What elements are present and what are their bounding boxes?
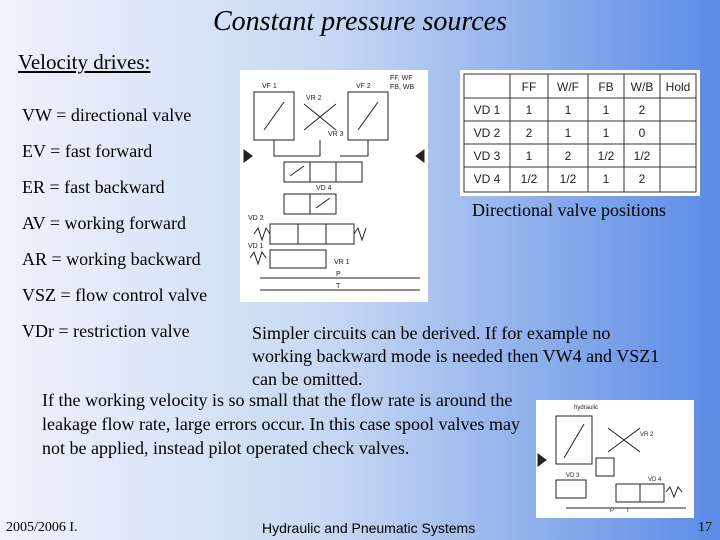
simpler-circuits-paragraph: Simpler circuits can be derived. If for example no working backward mode is needed then VW4 and VSZ1 can be omitted. xyxy=(252,323,660,389)
small-circuit-label-hydraulic: hydraulic xyxy=(574,405,599,411)
leakage-paragraph: If the working velocity is so small that the flow rate is around the leakage flow rate, large errors occur. In this case spool valves may not be applied, instead pilot operated check valves. xyxy=(42,390,520,458)
pilot-check-valve-diagram xyxy=(536,400,694,518)
definition-vw: VW = directional valve xyxy=(22,105,192,125)
definition-vdr: VDr = restriction valve xyxy=(22,321,190,341)
table-cell: 2 xyxy=(638,103,646,117)
table-header-cell: W/B xyxy=(630,80,654,94)
table-cell: 2 xyxy=(564,149,572,163)
table-cell: 1/2 xyxy=(520,172,538,186)
circuit-legend-1: FF, WF xyxy=(390,75,413,82)
circuit-label-p: P xyxy=(336,271,341,278)
table-row-label: VD 4 xyxy=(473,172,501,186)
circuit-legend-2: FB, WB xyxy=(390,84,415,91)
footer-page-number: 17 xyxy=(698,520,712,535)
circuit-label-vd2: VD 2 xyxy=(248,215,264,222)
table-cell: 2 xyxy=(525,126,533,140)
slide-subtitle: Velocity drives: xyxy=(18,50,151,74)
table-row-label: VD 3 xyxy=(473,149,501,163)
circuit-label-vd1: VD 1 xyxy=(248,243,264,250)
slide-title: Constant pressure sources xyxy=(213,6,507,37)
table-cell: 1 xyxy=(602,126,610,140)
circuit-label-vr2: VR 2 xyxy=(306,95,322,102)
circuit-label-vf1: VF 1 xyxy=(262,83,277,90)
definition-av: AV = working forward xyxy=(22,213,186,233)
valve-positions-table xyxy=(460,70,700,196)
table-header-cell: Hold xyxy=(665,80,691,94)
table-cell: 1 xyxy=(564,126,572,140)
table-cell: 1 xyxy=(525,103,533,117)
table-header-cell: FF xyxy=(521,80,537,94)
circuit-label-vf2: VF 2 xyxy=(356,83,371,90)
hydraulic-circuit-diagram xyxy=(240,70,428,302)
small-circuit-label-p: P xyxy=(610,508,615,514)
small-circuit-label-vd4: VD 4 xyxy=(648,477,662,483)
table-caption: Directional valve positions xyxy=(472,200,666,220)
definition-ev: EV = fast forward xyxy=(22,141,153,161)
table-cell: 1/2 xyxy=(597,149,615,163)
footer-course: Hydraulic and Pneumatic Systems xyxy=(262,520,476,536)
table-cell: 1 xyxy=(564,103,572,117)
definition-ar: AR = working backward xyxy=(22,249,201,269)
table-cell: 1 xyxy=(525,149,533,163)
circuit-label-vr3: VR 3 xyxy=(328,131,344,138)
footer-date: 2005/2006 I. xyxy=(6,520,78,535)
circuit-label-t: T xyxy=(336,283,341,290)
table-cell: 0 xyxy=(638,126,646,140)
small-circuit-label-vr2: VR 2 xyxy=(640,432,654,438)
table-row-label: VD 2 xyxy=(473,126,501,140)
table-cell: 1 xyxy=(602,172,610,186)
table-cell: 2 xyxy=(638,172,646,186)
table-header-cell: W/F xyxy=(557,80,579,94)
small-circuit-label-t: T xyxy=(626,508,630,514)
circuit-label-vr1: VR 1 xyxy=(334,259,350,266)
table-header-cell: FB xyxy=(598,80,614,94)
definition-vsz: VSZ = flow control valve xyxy=(22,285,208,305)
table-cell: 1 xyxy=(602,103,610,117)
small-circuit-label-vd3: VD 3 xyxy=(566,473,580,479)
circuit-label-vd4: VD 4 xyxy=(316,185,332,192)
table-row-label: VD 1 xyxy=(473,103,501,117)
definition-er: ER = fast backward xyxy=(22,177,165,197)
table-cell: 1/2 xyxy=(559,172,577,186)
table-cell: 1/2 xyxy=(633,149,651,163)
